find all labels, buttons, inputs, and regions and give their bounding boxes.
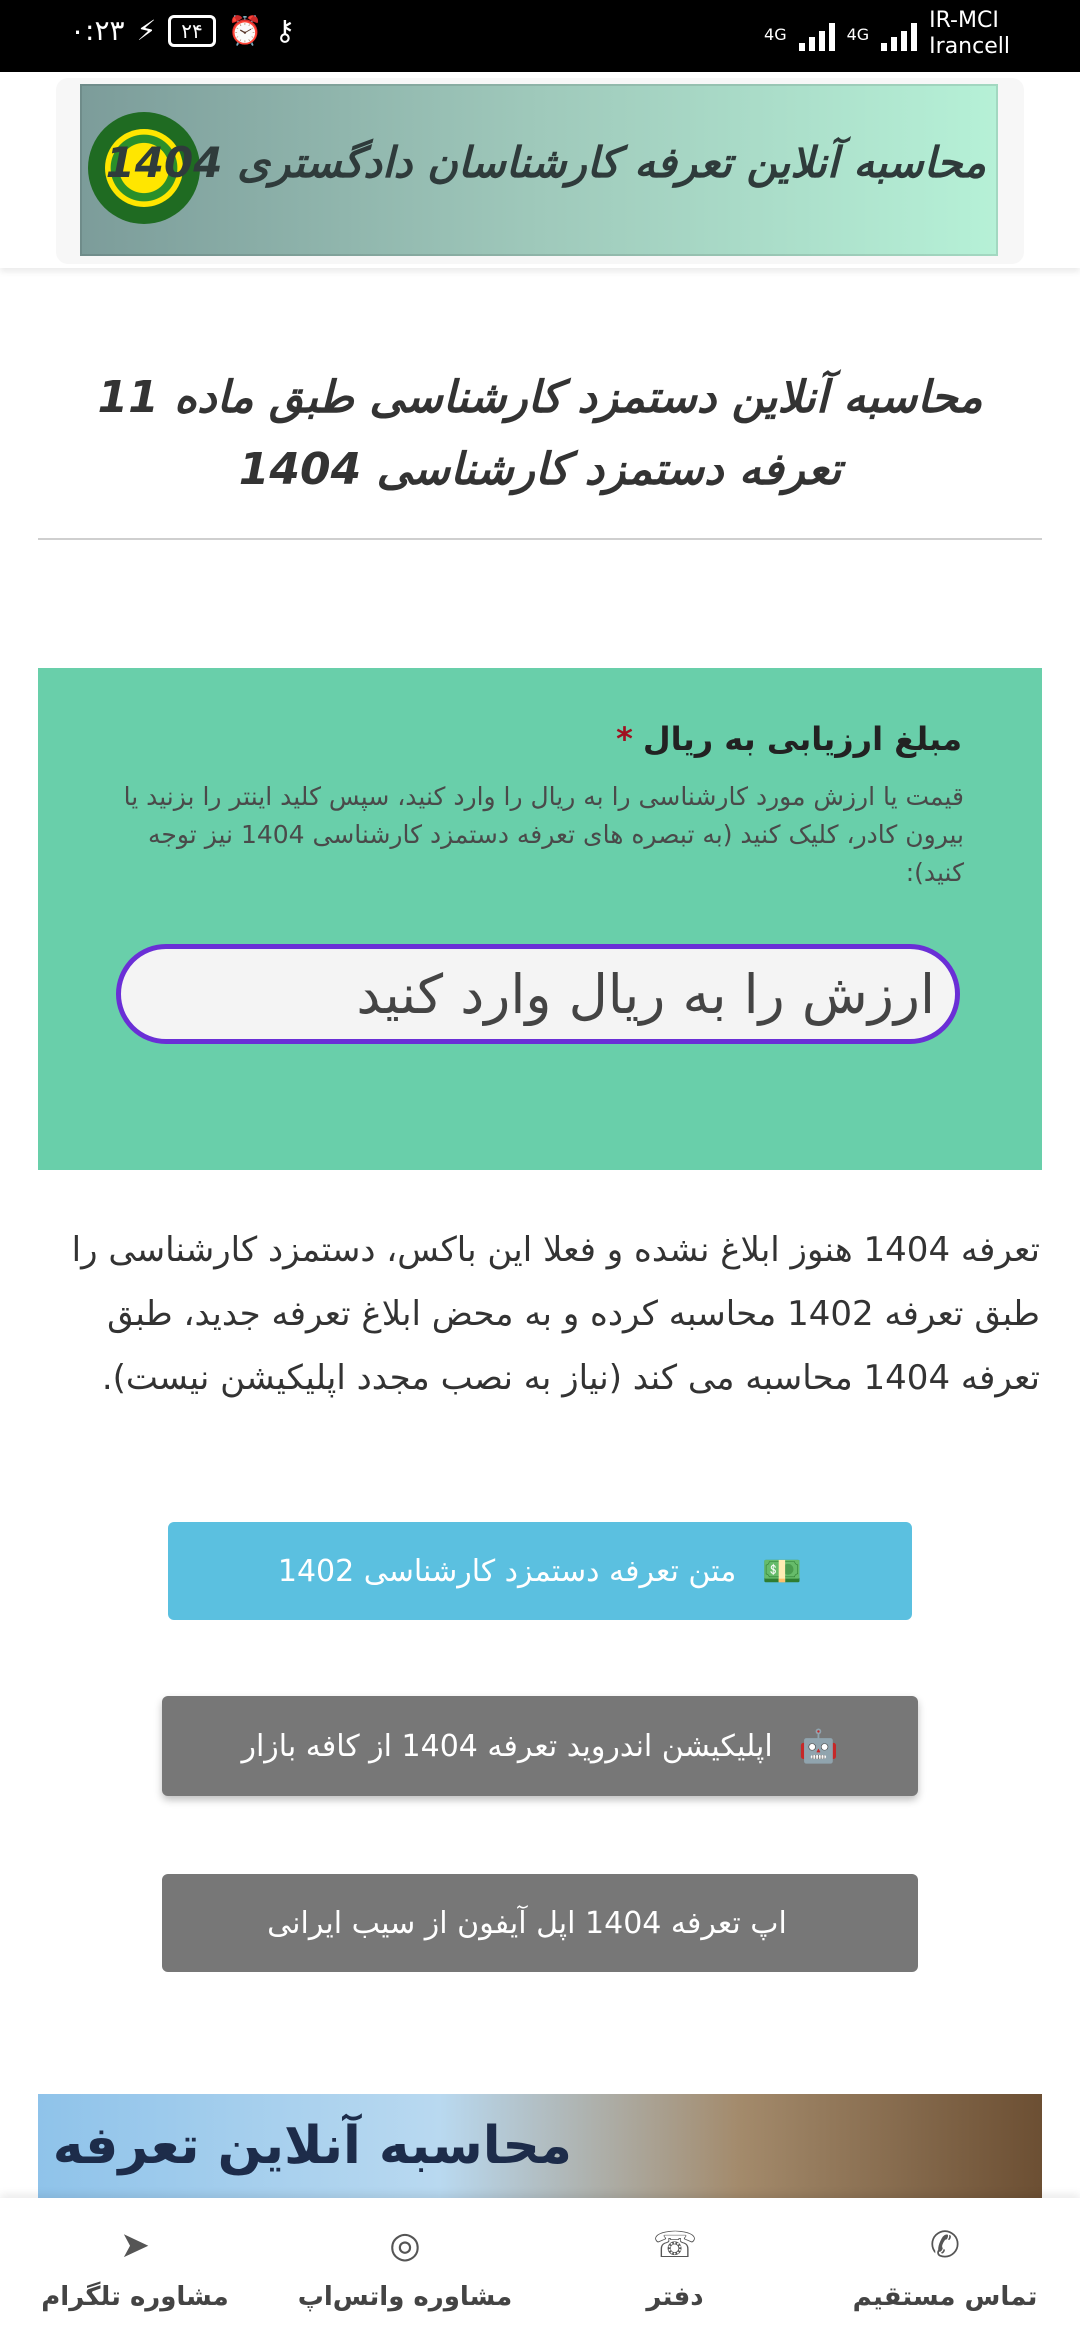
status-left xyxy=(70,14,295,47)
ios-app-button[interactable] xyxy=(162,1874,918,1972)
info-paragraph: تعرفه 1404 هنوز ابلاغ نشده و فعلا این باکس، دستمزد کارشناسی را طبق تعرفه 1402 محاسبه کرده و به محض ابلاغ تعرفه جدید، طبق تعرفه 1404 محاسبه می کند (نیاز به نصب مجدد اپلیکیشن نیست). xyxy=(71,1230,1040,1398)
amount-input[interactable] xyxy=(116,944,960,1044)
nav-telegram[interactable] xyxy=(0,2226,270,2312)
lower-banner-title: محاسبه آنلاین تعرفه xyxy=(52,2116,572,2176)
page-title: محاسبه آنلاین دستمزد کارشناسی طبق ماده 11 تعرفه دستمزد کارشناسی 1404 xyxy=(97,372,983,495)
nav-office[interactable] xyxy=(540,2226,810,2312)
nav-direct-call[interactable] xyxy=(810,2226,1080,2312)
ios-app-label: اپ تعرفه 1404 اپل آیفون از سیب ایرانی xyxy=(267,1905,787,1941)
money-icon: 💵 xyxy=(762,1552,803,1590)
calc-label-text: مبلغ ارزیابی به ریال xyxy=(642,720,962,758)
network-type-1: 4G xyxy=(764,24,787,44)
calc-label xyxy=(616,720,962,758)
viber-icon: ☏ xyxy=(652,2225,698,2266)
whatsapp-icon: ◎ xyxy=(389,2225,421,2266)
charging-icon: ⚡ xyxy=(136,14,157,47)
signal-icon xyxy=(799,17,835,51)
header-banner[interactable] xyxy=(80,84,998,256)
battery-level: ۲۴ xyxy=(181,18,203,43)
nav-whatsapp[interactable] xyxy=(270,2226,540,2312)
network-indicator-1 xyxy=(764,25,787,44)
divider xyxy=(38,538,1042,540)
network-type-2: 4G xyxy=(846,24,870,44)
carrier-names xyxy=(929,8,1010,60)
lower-banner[interactable] xyxy=(38,2094,1042,2198)
status-right xyxy=(764,8,1010,60)
network-indicator-2 xyxy=(847,25,870,44)
key-icon: ⚷ xyxy=(274,14,296,47)
bottom-nav xyxy=(0,2198,1080,2340)
nav-label: مشاوره تلگرام xyxy=(41,2282,229,2312)
carrier-2: Irancell xyxy=(929,34,1010,59)
nav-label: مشاوره واتس‌اپ xyxy=(297,2282,513,2312)
tariff-text-label: متن تعرفه دستمزد کارشناسی 1402 xyxy=(277,1553,737,1589)
nav-label: دفتر xyxy=(646,2282,704,2312)
signal-icon xyxy=(881,17,917,51)
alarm-icon: ⏰ xyxy=(227,14,263,47)
battery-icon xyxy=(168,15,215,47)
tariff-text-button[interactable] xyxy=(168,1522,912,1620)
status-time: ۰:۲۳ xyxy=(70,14,125,47)
telegram-icon: ➤ xyxy=(119,2225,151,2266)
android-app-label: اپلیکیشن اندروید تعرفه 1404 از کافه بازار xyxy=(241,1728,773,1764)
required-mark: * xyxy=(616,720,633,758)
nav-label: تماس مستقیم xyxy=(852,2282,1038,2312)
android-icon: 🤖 xyxy=(798,1727,839,1765)
android-app-button[interactable] xyxy=(162,1696,918,1796)
phone-icon: ✆ xyxy=(929,2225,961,2266)
banner-title: محاسبه آنلاین تعرفه کارشناسان دادگستری 1404 xyxy=(105,138,986,187)
carrier-1: IR-MCI xyxy=(929,8,999,33)
calc-description: قیمت یا ارزش مورد کارشناسی را به ریال را وارد کنید، سپس کلید اینتر را بزنید یا بیرون کادر، کلیک کنید (به تبصره های تعرفه دستمزد کارشناسی 1404 نیز توجه کنید): xyxy=(123,782,964,887)
status-bar xyxy=(0,0,1080,72)
